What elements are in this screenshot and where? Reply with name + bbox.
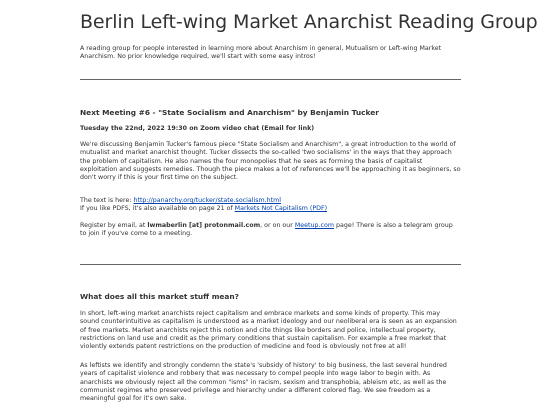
section-paragraph-1: In short, left-wing market anarchists reject capitalism and embrace markets and some kinds of property. This may sound counterintuitive as capitalism is understood as a market ideology and our neoliberal era is seen as an expansion of free markets. Market anarchists reject this notion and cite things like borders and police, intellectual property, restrictions on land use and credit as the primary conditions that sustain capitalism. For example a free market that violently extends patent restrictions on the production of medicine and food is obviously not free at all!: [80, 310, 457, 351]
pdf-link-label: If you like PDFS, it's also available on page 21 of: [80, 205, 235, 213]
section-divider: [80, 79, 461, 80]
register-paragraph: [80, 222, 461, 239]
register-mid: , or on our: [260, 222, 295, 229]
pdf-link[interactable]: Markets Not Capitalism (PDF): [234, 205, 328, 213]
register-email: lwmaberlin [at] protonmail.com: [147, 222, 261, 229]
section-paragraph-2: As leftists we identify and strongly condemn the state's 'subsidy of history' to big business, the last several hundred years of capitalist violence and robbery that was necessary to compel people into wage labor to begin with. As anarchists we obviously reject all the common "isms" in racism, sexism and transphobia, ableism etc, as well as the communist regimes who preserved privilege and hierarchy under a different colored flag. We see freedom as a meaningful goal for it's own sake.: [80, 362, 447, 403]
meeting-date: Tuesday the 22nd, 2022 19:30 on Zoom video chat (Email for link): [80, 125, 315, 132]
page-title: Berlin Left-wing Market Anarchist Reading Group: [80, 11, 538, 33]
register-label: Register by email, at: [80, 222, 148, 229]
section-divider: [80, 264, 461, 265]
text-link-label: The text is here:: [80, 197, 134, 204]
intro-paragraph: A reading group for people interested in learning more about Anarchism in general, Mutualism or Left-wing Market Anarchism. No prior knowledge required, we'll start with some easy intros!: [80, 45, 442, 61]
text-link[interactable]: http://panarchy.org/tucker/state.socialism.html: [133, 197, 282, 204]
meeting-description: We're discussing Benjamin Tucker's famous piece "State Socialism and Anarchism", a great introduction to the world of mutualist and market anarchist thought. Tucker dissects the so-called 'two socialisms' in the ways that they approach the problem of capitalism. He also names the four monopolies that he sees as forming the basis of capitalist exploitation and suggests remedies. Though the piece makes a lot of references we'll be approaching it as beginners, so don't worry if this is your first time on the subject.: [80, 141, 461, 182]
text-links: [80, 197, 461, 214]
meeting-title: Next Meeting #6 - "State Socialism and Anarchism" by Benjamin Tucker: [80, 108, 379, 117]
section-title: What does all this market stuff mean?: [80, 292, 239, 301]
meetup-link[interactable]: Meetup.com: [294, 222, 334, 229]
register-suffix: page! There is also a telegram group to join if you've come to a meeting.: [80, 222, 453, 238]
